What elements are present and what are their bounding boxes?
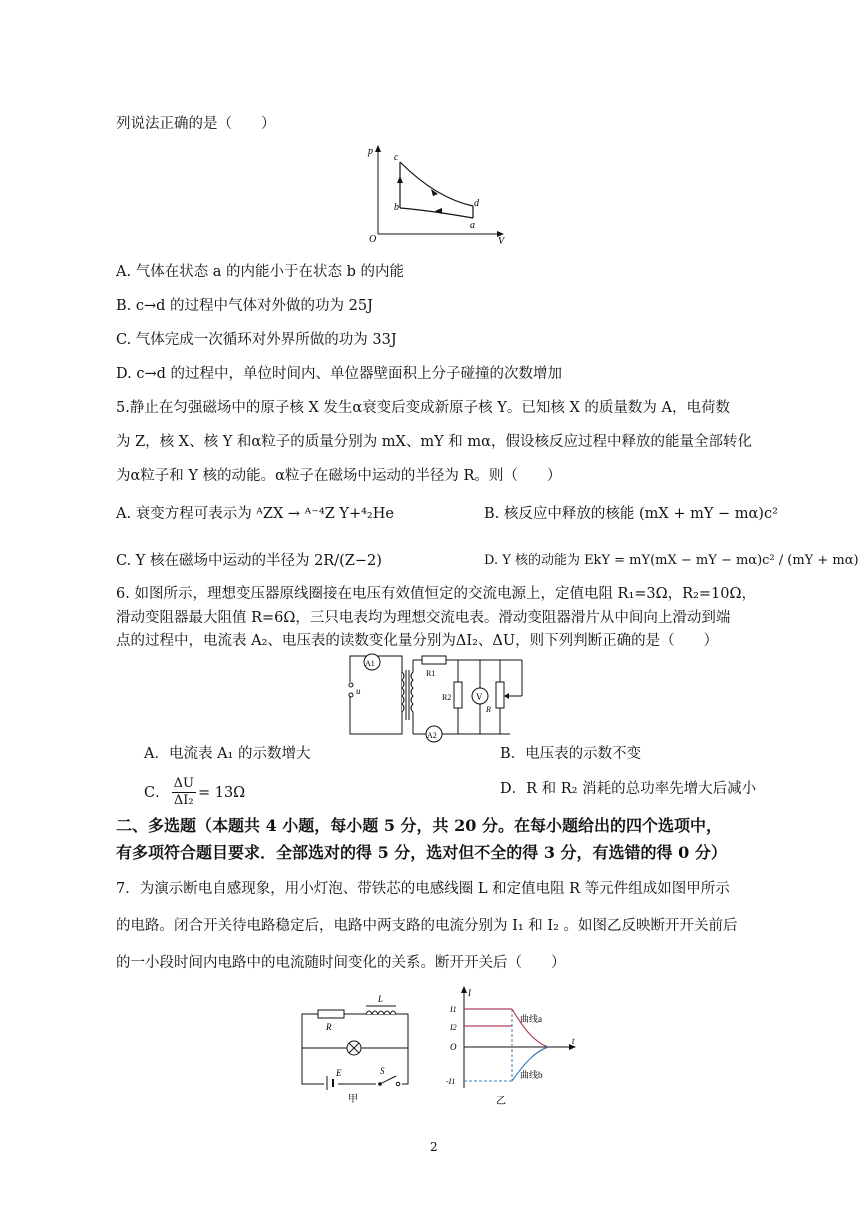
pv-diagram: [360, 142, 510, 246]
q7-line-3: 的一小段时间内电路中的电流随时间变化的关系。断开开关后（ ）: [116, 955, 566, 971]
yi-i1-label: I1: [450, 1005, 457, 1014]
q5-line-3: 为α粒子和 Y 核的动能。α粒子在磁场中运动的半径为 R。则（ ）: [116, 468, 562, 484]
q4-option-d: D. c→d 的过程中，单位时间内、单位器壁面积上分子碰撞的次数增加: [116, 366, 562, 382]
q6-option-d: D．R 和 R₂ 消耗的总功率先增大后减小: [500, 781, 757, 797]
section-2-heading-1: 二、多选题（本题共 4 小题，每小题 5 分，共 20 分。在每小题给出的四个选项中，: [116, 816, 722, 835]
p-axis-label: p: [368, 146, 373, 157]
q6-option-c-value: = 13Ω: [197, 784, 246, 801]
jia-e-label: E: [336, 1068, 342, 1078]
ammeter-a1-label: A1: [365, 659, 375, 668]
yi-caption: 乙: [496, 1096, 506, 1107]
q5-option-d: D. Y 核的动能为 EkY = mY(mX − mY − mα)c² / (mY + mα): [484, 553, 859, 568]
v-axis-label: V: [498, 236, 505, 246]
point-a: a: [470, 220, 475, 231]
point-d: d: [474, 198, 479, 209]
intro-line: 列说法正确的是（ ）: [116, 116, 276, 132]
point-c: c: [394, 152, 399, 163]
jia-r-label: R: [326, 1022, 332, 1032]
q5-option-a: A. 衰变方程可表示为 ᴬZX → ᴬ⁻⁴Z Y+⁴₂He: [116, 506, 394, 522]
origin-label: O: [369, 234, 377, 245]
q6-line-2: 滑动变阻器最大阻值 R=6Ω，三只电表均为理想交流电表。滑动变阻器滑片从中间向上滑动到端: [116, 610, 731, 626]
q4-option-b: B. c→d 的过程中气体对外做的功为 25J: [116, 298, 373, 314]
q6-option-c-fraction: [172, 776, 196, 809]
q6-option-a: A．电流表 A₁ 的示数增大: [144, 746, 311, 762]
point-b: b: [394, 202, 399, 213]
r1-label: R1: [426, 669, 436, 678]
yi-i-axis-label: I: [468, 988, 471, 998]
source-label: u: [356, 686, 361, 696]
q5-line-1: 5.静止在匀强磁场中的原子核 X 发生α衰变后变成新原子核 Y。已知核 X 的质量数为 A，电荷数: [116, 400, 730, 416]
q4-option-c: C. 气体完成一次循环对外界所做的功为 33J: [116, 332, 397, 348]
q6-option-c: [144, 776, 245, 809]
yi-i2-label: I2: [450, 1023, 457, 1032]
q6-option-b: B．电压表的示数不变: [500, 746, 642, 762]
yi-neg-i1-label: -I1: [446, 1077, 456, 1086]
ammeter-a2-label: A2: [427, 731, 437, 740]
q7-line-1: 7．为演示断电自感现象，用小灯泡、带铁芯的电感线圈 L 和定值电阻 R 等元件组成如图甲所示: [116, 881, 730, 897]
section-2-heading-2: 有多项符合题目要求．全部选对的得 5 分，选对但不全的得 3 分，有选错的得 0 分）: [116, 843, 727, 862]
q6-option-c-denominator: ΔI₂: [173, 793, 194, 808]
q5-line-2: 为 Z，核 X、核 Y 和α粒子的质量分别为 mX、mY 和 mα，假设核反应过程中释放的能量全部转化: [116, 434, 752, 450]
jia-s-label: S: [380, 1066, 385, 1076]
q6-option-c-numerator: ΔU: [173, 776, 194, 791]
voltmeter-label: V: [476, 692, 483, 702]
q6-line-3: 点的过程中，电流表 A₂、电压表的读数变化量分别为ΔI₂、ΔU，则下列判断正确的是（ ）: [116, 633, 719, 649]
q4-option-a: A. 气体在状态 a 的内能小于在状态 b 的内能: [116, 264, 405, 280]
yi-t-axis-label: t: [572, 1036, 575, 1046]
r-label: R: [486, 705, 491, 714]
circuit-jia: [296, 990, 416, 1104]
q7-line-2: 的电路。闭合开关待电路稳定后，电路中两支路的电流分别为 I₁ 和 I₂ 。如图乙反映断开开关前后: [116, 918, 738, 934]
yi-origin-label: O: [450, 1042, 457, 1052]
jia-caption: 甲: [348, 1094, 358, 1104]
q5-option-b: B. 核反应中释放的核能 (mX + mY − mα)c²: [484, 506, 778, 522]
q5-option-c: C. Y 核在磁场中运动的半径为 2R/(Z−2): [116, 553, 382, 569]
jia-l-label: L: [378, 994, 384, 1004]
current-time-graph-yi: [436, 984, 586, 1108]
yi-curve-b-label: 曲线b: [520, 1070, 543, 1080]
r2-label: R2: [442, 693, 452, 702]
transformer-circuit: [340, 652, 540, 744]
q6-line-1: 6. 如图所示，理想变压器原线圈接在电压有效值恒定的交流电源上，定值电阻 R₁=3Ω，R₂=10Ω，: [116, 586, 757, 602]
yi-curve-a-label: 曲线a: [520, 1014, 542, 1024]
q6-option-c-prefix: C．: [144, 784, 170, 801]
page-number: 2: [430, 1140, 438, 1154]
